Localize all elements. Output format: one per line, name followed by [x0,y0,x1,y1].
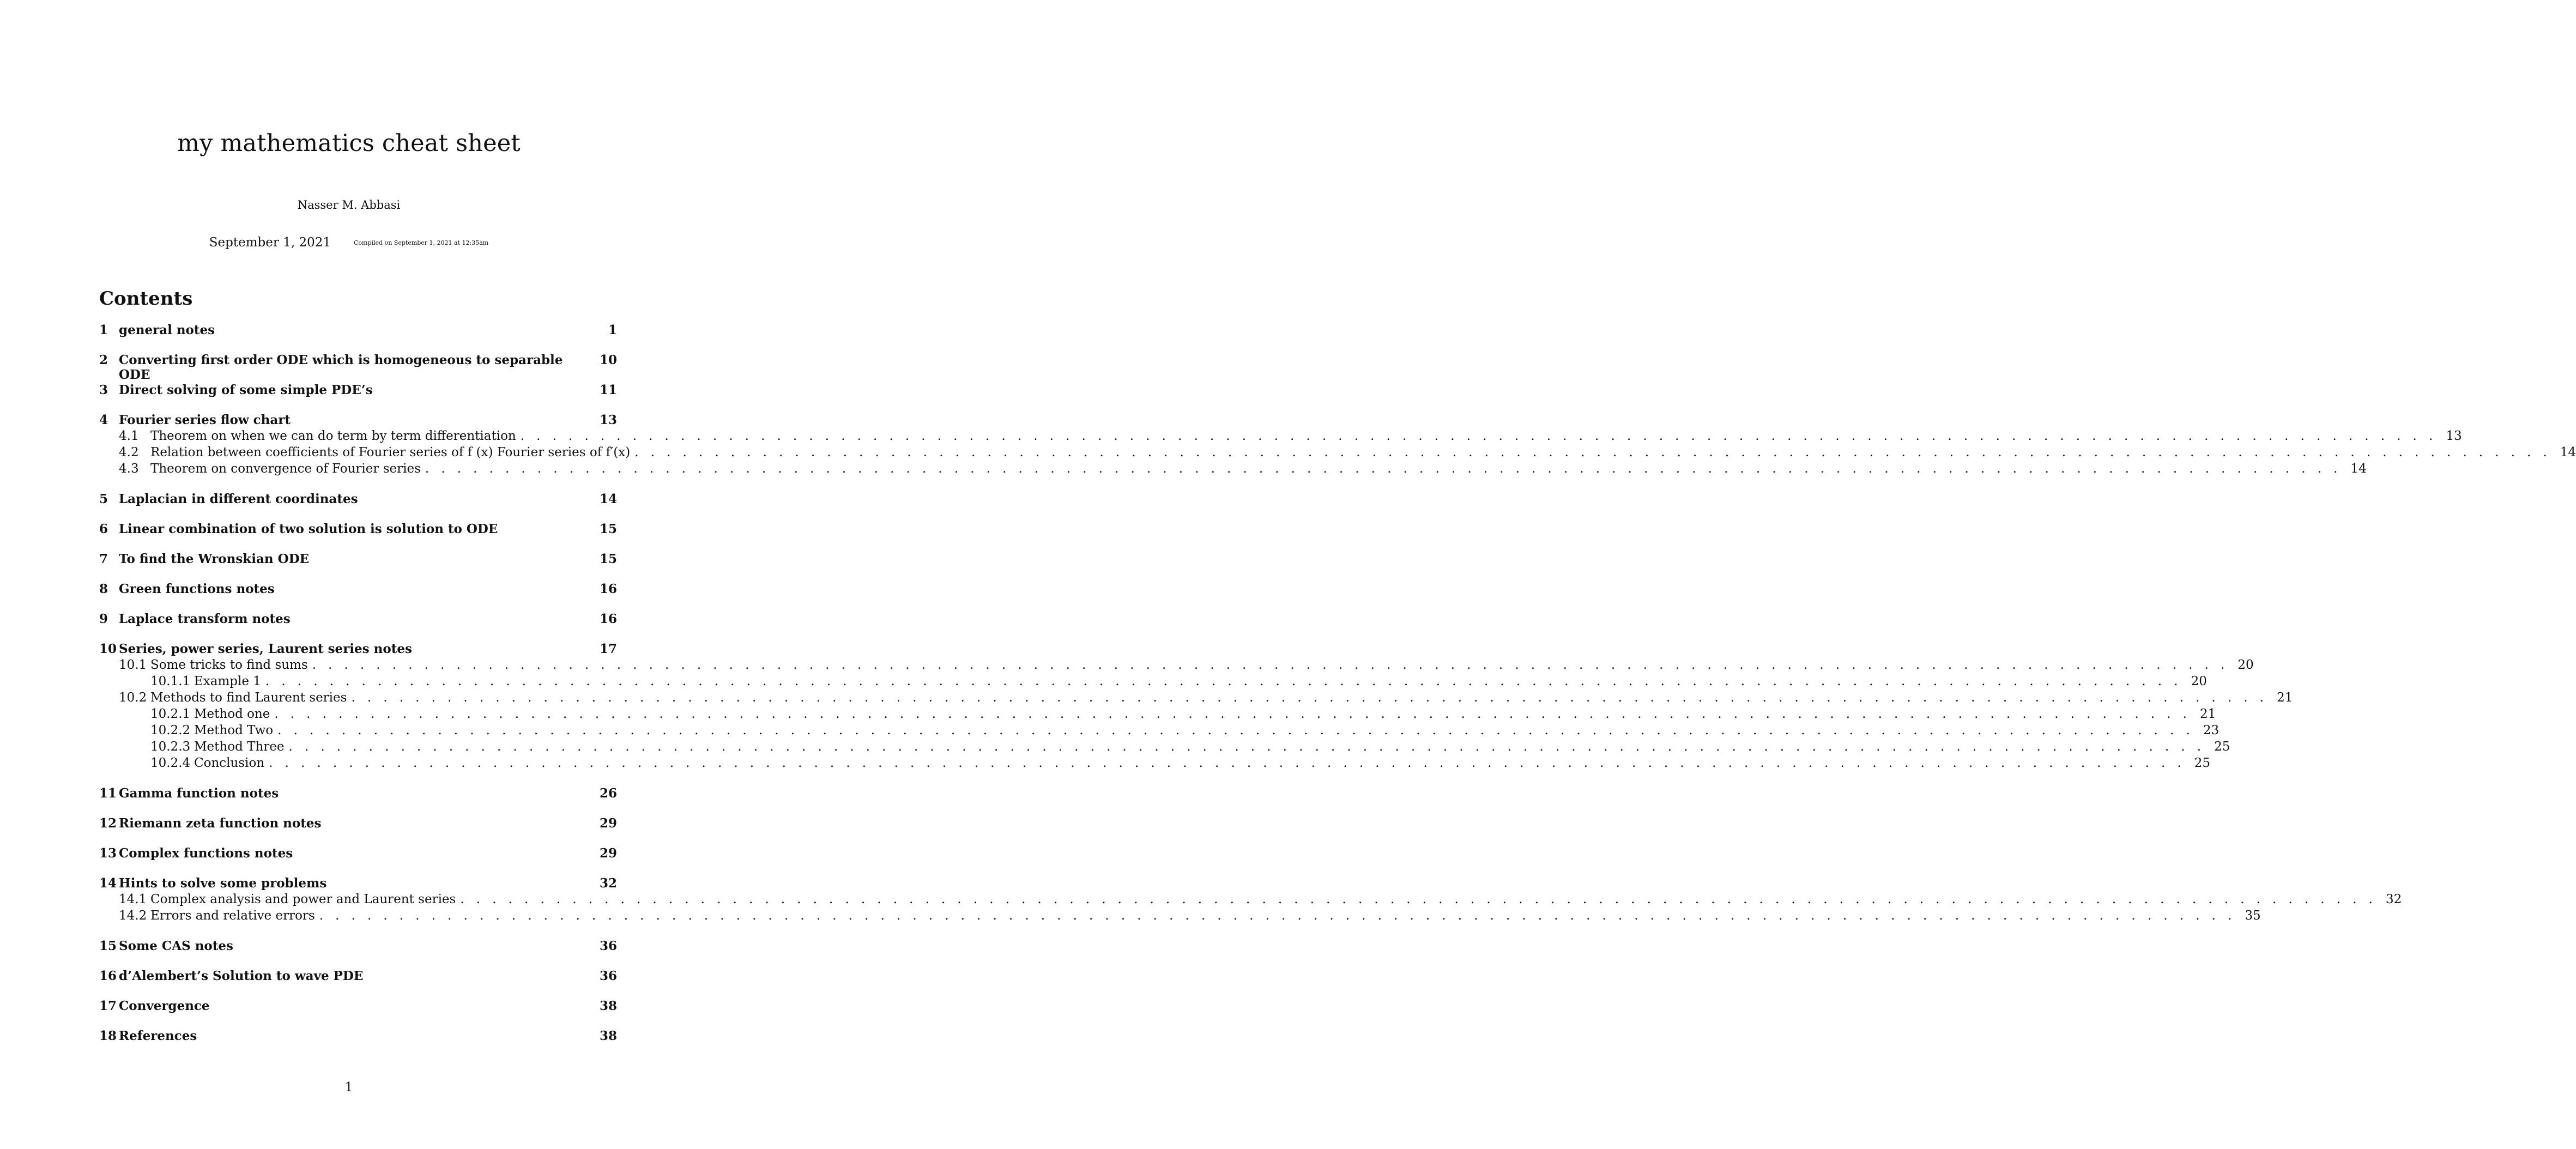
toc-dot-leader: . . . . . . . . . . . . . . . . . . . . . . . . . . . . . . . . . . . . . . . . . . . . . . . . . . . . . . . . . . . . . . . . . . . . . . . . . . . . . . . . . . . . . . . . . . . . . . . . . . . . . . . . . . . . . . . . . . . . . . . . [634,445,2551,459]
toc-section-number: 13 [99,846,117,861]
toc-subsection-page: 25 [2194,756,2211,770]
date-line [0,235,698,250]
toc-subsection-10.2.2[interactable] [99,723,2220,740]
toc-section-title: Laplacian in different coordinates [119,492,358,506]
toc-subsection-page: 32 [2386,892,2402,906]
table-of-contents [99,323,2576,1045]
toc-section-number: 2 [99,353,108,367]
toc-dot-leader: . . . . . . . . . . . . . . . . . . . . . . . . . . . . . . . . . . . . . . . . . . . . . . . . . . . . . . . . . . . . . . . . . . . . . . . . . . . . . . . . . . . . . . . . . . . . . . . . . . . . . . . . . . . . . . . . . . . . . . . . [520,429,2437,443]
toc-section-number: 17 [99,999,117,1013]
toc-section-number: 7 [99,552,108,566]
toc-subsection-number: 10.2 [119,691,147,705]
toc-subsection-page: 14 [2560,445,2576,459]
toc-section-title: Gamma function notes [119,786,279,801]
toc-subsection-10.1[interactable] [99,658,2254,674]
toc-section-7[interactable] [99,552,617,568]
toc-section-page: 16 [599,582,617,596]
toc-section-2[interactable] [99,353,617,382]
toc-section-3[interactable] [99,383,617,399]
toc-subsection-4.3[interactable] [99,462,2367,478]
toc-section-page: 36 [599,939,617,953]
toc-subsection-title: Example 1 [194,674,261,688]
compiled-note: Compiled on September 1, 2021 at 12:35am [353,239,489,246]
toc-section-number: 11 [99,786,117,801]
toc-subsection-page: 21 [2200,707,2216,721]
toc-section-title: Hints to solve some problems [119,876,327,891]
toc-section-14[interactable] [99,876,617,892]
toc-subsection-title: Method Two [194,723,274,737]
toc-section-title: d’Alembert’s Solution to wave PDE [119,969,364,983]
toc-section-title: Laplace transform notes [119,612,291,626]
toc-dot-leader: . . . . . . . . . . . . . . . . . . . . . . . . . . . . . . . . . . . . . . . . . . . . . . . . . . . . . . . . . . . . . . . . . . . . . . . . . . . . . . . . . . . . . . . . . . . . . . . . . . . . . . . . . . . . . . . . . . . . . . . . [425,462,2342,476]
toc-section-number: 12 [99,816,117,831]
toc-section-page: 13 [599,413,617,427]
toc-subsection-number: 10.2.4 [150,756,191,770]
toc-subsection-number: 10.1.1 [150,674,191,688]
toc-section-title: Direct solving of some simple PDE’s [119,383,373,397]
toc-subsection-page: 21 [2277,691,2293,705]
author-name: Nasser M. Abbasi [297,198,401,211]
toc-dot-leader: . . . . . . . . . . . . . . . . . . . . . . . . . . . . . . . . . . . . . . . . . . . . . . . . . . . . . . . . . . . . . . . . . . . . . . . . . . . . . . . . . . . . . . . . . . . . . . . . . . . . . . . . . . . . . . . . . . . . . . . . [288,740,2205,754]
toc-subsection-page: 35 [2245,909,2261,923]
toc-subsection-title: Methods to find Laurent series [150,691,347,705]
toc-section-title: Some CAS notes [119,939,233,953]
toc-dot-leader: . . . . . . . . . . . . . . . . . . . . . . . . . . . . . . . . . . . . . . . . . . . . . . . . . . . . . . . . . . . . . . . . . . . . . . . . . . . . . . . . . . . . . . . . . . . . . . . . . . . . . . . . . . . . . . . . . . . . . . . . [277,723,2194,737]
toc-section-page: 29 [599,846,617,861]
toc-section-6[interactable] [99,522,617,538]
toc-section-number: 16 [99,969,117,983]
toc-subsection-10.1.1[interactable] [99,674,2207,691]
document-date: September 1, 2021 [209,235,331,250]
toc-section-title: Green functions notes [119,582,275,596]
toc-subsection-number: 10.2.2 [150,723,191,737]
toc-subsection-4.2[interactable] [99,445,2576,462]
toc-section-page: 32 [599,876,617,891]
toc-section-title: References [119,1029,197,1043]
toc-subsection-title: Errors and relative errors [150,909,315,923]
toc-subsection-title: Method one [194,707,270,721]
toc-section-number: 15 [99,939,117,953]
toc-section-number: 18 [99,1029,117,1043]
toc-section-page: 15 [599,522,617,536]
toc-subsection-10.2.3[interactable] [99,740,2230,756]
toc-subsection-title: Method Three [194,740,285,754]
toc-section-number: 9 [99,612,108,626]
toc-subsection-page: 25 [2214,740,2230,754]
document-title: my mathematics cheat sheet [177,130,521,157]
toc-section-number: 1 [99,323,108,337]
toc-subsection-10.2.4[interactable] [99,756,2211,772]
toc-section-page: 10 [599,353,617,367]
toc-section-number: 10 [99,642,117,656]
toc-section-1[interactable] [99,323,617,339]
contents-heading: Contents [99,288,193,310]
toc-section-page: 17 [599,642,617,656]
toc-section-9[interactable] [99,612,617,628]
toc-subsection-10.2[interactable] [99,691,2293,707]
toc-subsection-4.1[interactable] [99,429,2462,445]
toc-section-16[interactable] [99,969,617,985]
toc-section-page: 29 [599,816,617,831]
toc-section-page: 11 [599,383,617,397]
toc-section-15[interactable] [99,939,617,955]
toc-section-title: Converting first order ODE which is homogeneous to separable ODE [119,353,563,382]
toc-section-title: Riemann zeta function notes [119,816,322,831]
toc-section-10[interactable] [99,642,617,658]
toc-subsection-number: 10.2.1 [150,707,191,721]
toc-section-page: 26 [599,786,617,801]
toc-dot-leader: . . . . . . . . . . . . . . . . . . . . . . . . . . . . . . . . . . . . . . . . . . . . . . . . . . . . . . . . . . . . . . . . . . . . . . . . . . . . . . . . . . . . . . . . . . . . . . . . . . . . . . . . . . . . . . . . . . . . . . . . [269,756,2186,770]
toc-subsection-number: 4.2 [119,445,139,459]
toc-subsection-number: 14.1 [119,892,147,906]
toc-section-12[interactable] [99,816,617,832]
toc-dot-leader: . . . . . . . . . . . . . . . . . . . . . . . . . . . . . . . . . . . . . . . . . . . . . . . . . . . . . . . . . . . . . . . . . . . . . . . . . . . . . . . . . . . . . . . . . . . . . . . . . . . . . . . . . . . . . . . . . . . . . . . . [274,707,2191,721]
toc-subsection-number: 10.1 [119,658,147,672]
toc-section-number: 14 [99,876,117,891]
toc-section-title: general notes [119,323,215,337]
toc-section-17[interactable] [99,999,617,1015]
toc-section-title: Convergence [119,999,210,1013]
toc-dot-leader: . . . . . . . . . . . . . . . . . . . . . . . . . . . . . . . . . . . . . . . . . . . . . . . . . . . . . . . . . . . . . . . . . . . . . . . . . . . . . . . . . . . . . . . . . . . . . . . . . . . . . . . . . . . . . . . . . . . . . . . . [319,909,2236,923]
toc-dot-leader: . . . . . . . . . . . . . . . . . . . . . . . . . . . . . . . . . . . . . . . . . . . . . . . . . . . . . . . . . . . . . . . . . . . . . . . . . . . . . . . . . . . . . . . . . . . . . . . . . . . . . . . . . . . . . . . . . . . . . . . . [460,892,2377,906]
toc-subsection-number: 4.3 [119,462,139,476]
toc-section-page: 38 [599,999,617,1013]
toc-subsection-number: 14.2 [119,909,147,923]
toc-section-title: Series, power series, Laurent series notes [119,642,412,656]
toc-section-18[interactable] [99,1029,617,1045]
toc-subsection-title: Theorem on convergence of Fourier series [150,462,421,476]
toc-section-page: 1 [608,323,617,337]
toc-section-number: 6 [99,522,108,536]
toc-section-number: 4 [99,413,108,427]
toc-section-4[interactable] [99,413,617,429]
toc-section-title: Fourier series flow chart [119,413,291,427]
toc-subsection-14.2[interactable] [99,909,2261,925]
toc-section-title: To find the Wronskian ODE [119,552,310,566]
toc-section-title: Linear combination of two solution is solution to ODE [119,522,498,536]
toc-section-number: 5 [99,492,108,506]
toc-subsection-title: Some tricks to find sums [150,658,308,672]
toc-section-number: 3 [99,383,108,397]
toc-section-page: 14 [599,492,617,506]
toc-section-5[interactable] [99,492,617,508]
toc-section-page: 15 [599,552,617,566]
toc-subsection-title: Relation between coefficients of Fourier series of f (x) Fourier series of f′(x) [150,445,631,459]
toc-subsection-number: 4.1 [119,429,139,443]
toc-subsection-page: 14 [2350,462,2367,476]
toc-section-page: 36 [599,969,617,983]
toc-subsection-page: 23 [2203,723,2220,737]
toc-dot-leader: . . . . . . . . . . . . . . . . . . . . . . . . . . . . . . . . . . . . . . . . . . . . . . . . . . . . . . . . . . . . . . . . . . . . . . . . . . . . . . . . . . . . . . . . . . . . . . . . . . . . . . . . . . . . . . . . . . . . . . . . [265,674,2182,688]
toc-subsection-title: Theorem on when we can do term by term differentiation [150,429,516,443]
toc-subsection-page: 20 [2191,674,2207,688]
toc-section-11[interactable] [99,786,617,802]
toc-subsection-page: 20 [2238,658,2254,672]
toc-subsection-title: Complex analysis and power and Laurent series [150,892,456,906]
page-number: 1 [344,1080,353,1094]
toc-subsection-14.1[interactable] [99,892,2402,909]
toc-subsection-title: Conclusion [194,756,265,770]
toc-section-page: 16 [599,612,617,626]
toc-section-title: Complex functions notes [119,846,293,861]
toc-section-page: 38 [599,1029,617,1043]
toc-section-number: 8 [99,582,108,596]
toc-section-8[interactable] [99,582,617,598]
toc-subsection-number: 10.2.3 [150,740,191,754]
toc-subsection-page: 13 [2446,429,2462,443]
toc-subsection-10.2.1[interactable] [99,707,2216,723]
toc-dot-leader: . . . . . . . . . . . . . . . . . . . . . . . . . . . . . . . . . . . . . . . . . . . . . . . . . . . . . . . . . . . . . . . . . . . . . . . . . . . . . . . . . . . . . . . . . . . . . . . . . . . . . . . . . . . . . . . . . . . . . . . . [351,691,2268,705]
toc-section-13[interactable] [99,846,617,862]
toc-dot-leader: . . . . . . . . . . . . . . . . . . . . . . . . . . . . . . . . . . . . . . . . . . . . . . . . . . . . . . . . . . . . . . . . . . . . . . . . . . . . . . . . . . . . . . . . . . . . . . . . . . . . . . . . . . . . . . . . . . . . . . . . [312,658,2229,672]
